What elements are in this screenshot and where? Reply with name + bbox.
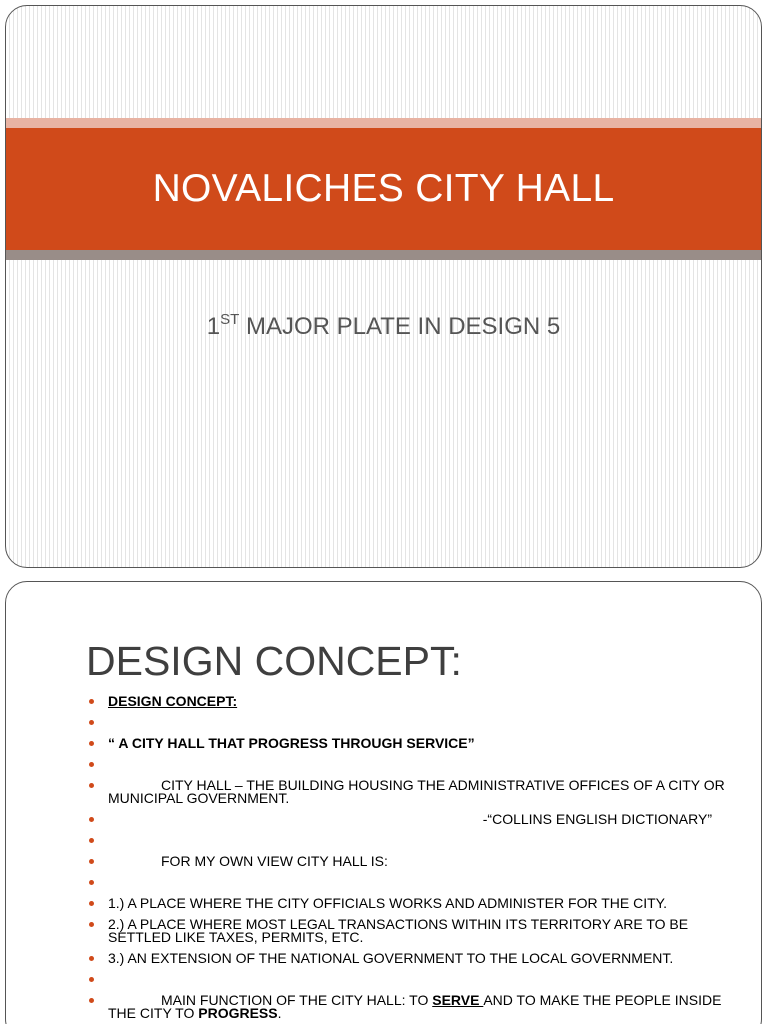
title-band-top xyxy=(6,118,761,128)
subtitle-rest: MAJOR PLATE IN DESIGN 5 xyxy=(239,313,561,340)
bullet-text: “ A CITY HALL THAT PROGRESS THROUGH SERVICE” xyxy=(108,735,475,751)
bullet-item xyxy=(86,813,726,826)
bullet-item xyxy=(86,918,726,944)
bullet-item-empty xyxy=(86,876,726,889)
subtitle-prefix: 1 xyxy=(206,313,221,340)
bullet-text xyxy=(108,992,721,1021)
bullet-item-empty xyxy=(86,758,726,771)
bullet-list xyxy=(86,695,726,1024)
bullet-text-part: CITY HALL – THE BUILDING HOUSING THE ADMINISTRATIVE OFFICES OF A CITY OR MUNICIPAL GOVERNMENT. xyxy=(108,777,725,806)
slide-subtitle xyxy=(6,313,761,341)
bullet-item xyxy=(86,952,726,965)
design-concept-slide xyxy=(5,581,762,1024)
title-band-bottom xyxy=(6,250,761,260)
bullet-text: DESIGN CONCEPT: xyxy=(108,693,238,709)
slide-title: NOVALICHES CITY HALL xyxy=(152,167,615,210)
subtitle-superscript: ST xyxy=(220,311,240,328)
bullet-text: FOR MY OWN VIEW CITY HALL IS: xyxy=(161,853,388,869)
bullet-text-part: AND TO MAKE THE PEOPLE INSIDE THE CITY TO xyxy=(108,992,722,1021)
bullet-text xyxy=(108,777,725,806)
bullet-item-empty xyxy=(86,716,726,729)
bullet-item xyxy=(86,779,726,805)
slide-heading: DESIGN CONCEPT: xyxy=(86,638,462,684)
bullet-text-part: . xyxy=(277,1005,282,1021)
bullet-text-part: MAIN FUNCTION OF THE CITY HALL: TO xyxy=(161,992,433,1008)
bullet-item xyxy=(86,994,726,1020)
bullet-item xyxy=(86,695,726,708)
bullet-text: -“COLLINS ENGLISH DICTIONARY” xyxy=(482,811,712,827)
bullet-item xyxy=(86,897,726,910)
bullet-text: 2.) A PLACE WHERE MOST LEGAL TRANSACTIONS WITHIN ITS TERRITORY ARE TO BE SETTLED LIKE TAXES, PERMITS, ETC. xyxy=(108,916,689,945)
bullet-item-empty xyxy=(86,973,726,986)
bullet-item-empty xyxy=(86,834,726,847)
bullet-text: 3.) AN EXTENSION OF THE NATIONAL GOVERNMENT TO THE LOCAL GOVERNMENT. xyxy=(108,950,674,966)
title-slide xyxy=(5,5,762,568)
bullet-text-emphasis: SERVE xyxy=(432,992,484,1008)
bullet-text: 1.) A PLACE WHERE THE CITY OFFICIALS WORKS AND ADMINISTER FOR THE CITY. xyxy=(108,895,668,911)
bullet-text-emphasis: PROGRESS xyxy=(198,1005,278,1021)
bullet-item xyxy=(86,737,726,750)
bullet-item xyxy=(86,855,726,868)
